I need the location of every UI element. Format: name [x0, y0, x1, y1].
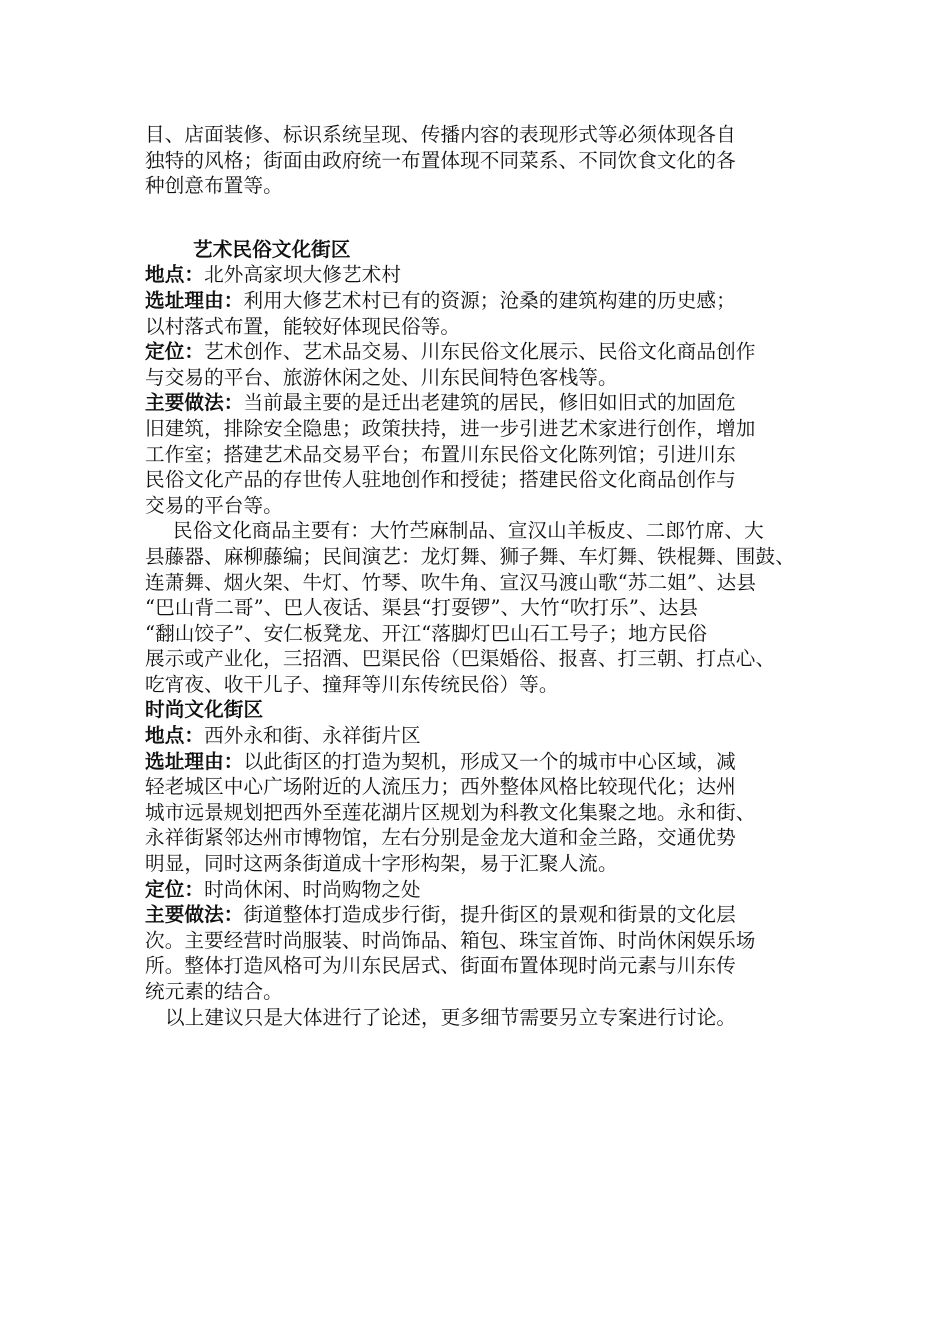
art-position-text-1: 艺术创作、艺术品交易、川东民俗文化展示、民俗文化商品创作 — [204, 340, 756, 364]
art-goods-line-3: 连萧舞、烟火架、牛灯、竹琴、吹牛角、宣汉马渡山歌“苏二姐”、达县 — [145, 570, 757, 594]
fashion-reason-line-2: 轻老城区中心广场附近的人流压力；西外整体风格比较现代化；达州 — [145, 775, 736, 799]
art-location-text: 北外高家坝大修艺术村 — [204, 263, 402, 287]
intro-line-3: 种创意布置等。 — [145, 174, 283, 198]
fashion-section-heading: 时尚文化街区 — [145, 698, 264, 722]
art-reason-label: 选址理由： — [145, 288, 244, 312]
art-reason-text-1: 利用大修艺术村已有的资源；沧桑的建筑构建的历史感； — [243, 288, 736, 312]
art-goods-line-1: 民俗文化商品主要有：大竹苎麻制品、宣汉山羊板皮、二郎竹席、大 — [173, 519, 764, 543]
art-method-line-3: 工作室；搭建艺术品交易平台；布置川东民俗文化陈列馆；引进川东 — [145, 442, 736, 466]
paragraph-gap — [145, 199, 810, 237]
art-method-line-4: 民俗文化产品的存世传人驻地创作和授徒；搭建民俗文化商品创作与 — [145, 468, 736, 492]
fashion-reason-line-3: 城市远景规划把西外至莲花湖片区规划为科教文化集聚之地。永和街、 — [145, 800, 756, 824]
art-goods-line-5: “翻山饺子”、安仁板凳龙、开江“落脚灯巴山石工号子；地方民俗 — [145, 621, 708, 645]
art-position-line-2: 与交易的平台、旅游休闲之处、川东民间特色客栈等。 — [145, 365, 618, 389]
document-page — [145, 122, 810, 1030]
intro-line-2: 独特的风格；街面由政府统一布置体现不同菜系、不同饮食文化的各 — [145, 148, 736, 172]
fashion-method-text-1: 街道整体打造成步行街，提升街区的景观和街景的文化层 — [243, 903, 736, 927]
art-location — [145, 262, 810, 288]
fashion-reason-text-1: 以此街区的打造为契机，形成又一个的城市中心区域，减 — [243, 749, 736, 773]
art-goods-line-4: “巴山背二哥”、巴人夜话、渠县“打耍锣”、大竹“吹打乐”、达县 — [145, 596, 699, 620]
art-section-heading: 艺术民俗文化街区 — [193, 237, 351, 261]
art-position-line-1 — [145, 339, 810, 365]
fashion-method-line-1 — [145, 902, 810, 928]
art-goods-line-6: 展示或产业化，三招酒、巴渠民俗（巴渠婚俗、报喜、打三朝、打点心、 — [145, 647, 776, 671]
art-method-line-2: 旧建筑，排除安全隐患；政策扶持，进一步引进艺术家进行创作，增加 — [145, 416, 756, 440]
art-method-line-1 — [145, 390, 810, 416]
fashion-method-line-3: 所。整体打造风格可为川东民居式、街面布置体现时尚元素与川东传 — [145, 954, 736, 978]
conclusion-text: 以上建议只是大体进行了论述，更多细节需要另立专案进行讨论。 — [165, 1005, 737, 1029]
art-method-label: 主要做法： — [145, 391, 244, 415]
art-position-label: 定位： — [145, 340, 205, 364]
art-method-line-5: 交易的平台等。 — [145, 493, 283, 517]
art-location-label: 地点： — [145, 263, 205, 287]
fashion-location-text: 西外永和街、永祥街片区 — [204, 724, 421, 748]
art-reason-line-2: 以村落式布置，能较好体现民俗等。 — [145, 314, 461, 338]
fashion-reason-line-5: 明显，同时这两条街道成十字形构架，易于汇聚人流。 — [145, 852, 618, 876]
fashion-method-line-4: 统元素的结合。 — [145, 980, 283, 1003]
intro-line-1: 目、店面装修、标识系统呈现、传播内容的表现形式等必须体现各自 — [145, 123, 736, 146]
fashion-reason-label: 选址理由： — [145, 749, 244, 773]
fashion-method-line-2: 次。主要经营时尚服装、时尚饰品、箱包、珠宝首饰、时尚休闲娱乐场 — [145, 928, 756, 952]
fashion-method-label: 主要做法： — [145, 903, 244, 927]
art-method-text-1: 当前最主要的是迁出老建筑的居民，修旧如旧式的加固危 — [243, 391, 736, 415]
fashion-position-text: 时尚休闲、时尚购物之处 — [204, 877, 421, 901]
fashion-location-label: 地点： — [145, 724, 205, 748]
art-goods-line-2: 县藤器、麻柳藤编；民间演艺：龙灯舞、狮子舞、车灯舞、铁棍舞、围鼓、 — [145, 544, 795, 568]
art-reason-line-1 — [145, 288, 810, 314]
fashion-reason-line-1 — [145, 749, 810, 775]
fashion-reason-line-4: 永祥街紧邻达州市博物馆，左右分别是金龙大道和金兰路，交通优势 — [145, 826, 736, 850]
art-goods-line-7: 吃宵夜、收干儿子、撞拜等川东传统民俗）等。 — [145, 672, 559, 696]
fashion-position-label: 定位： — [145, 877, 205, 901]
fashion-location — [145, 723, 810, 749]
fashion-position — [145, 877, 810, 903]
